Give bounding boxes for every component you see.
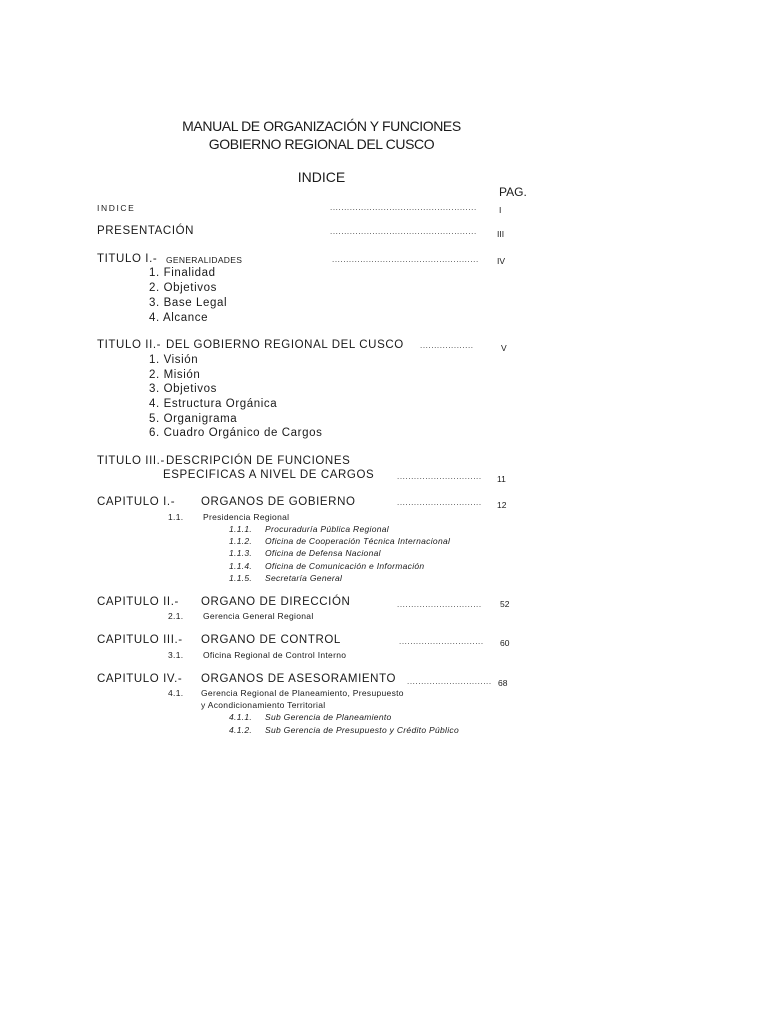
toc-subsub-number: 4.1.1. [229, 712, 253, 722]
toc-sub-item: Oficina Regional de Control Interno [203, 650, 347, 660]
toc-leader-dots: .............................. [397, 600, 482, 609]
toc-subsub-item: Secretaría General [265, 573, 343, 583]
toc-titulo-desc-cont: ESPECIFICAS A NIVEL DE CARGOS [163, 469, 375, 481]
toc-sub-item: Presidencia Regional [203, 512, 290, 522]
toc-list-item: 1. Finalidad [149, 267, 216, 279]
toc-subsub-item: Procuraduría Pública Regional [265, 524, 389, 534]
toc-subsub-number: 1.1.4. [229, 561, 253, 571]
toc-subsub-item: Oficina de Defensa Nacional [265, 548, 381, 558]
toc-sub-item: Gerencia General Regional [203, 611, 314, 621]
toc-capitulo-desc: ORGANO DE CONTROL [201, 634, 341, 646]
toc-leader-dots: ................... [420, 341, 474, 350]
toc-page-number: 68 [498, 678, 508, 688]
toc-leader-dots: .............................. [397, 472, 482, 481]
toc-page-number: 11 [497, 474, 506, 484]
toc-sub-item-cont: y Acondicionamiento Territorial [201, 700, 326, 710]
toc-subsub-number: 1.1.2. [229, 536, 253, 546]
toc-sub-item: Gerencia Regional de Planeamiento, Presupuesto [201, 688, 404, 698]
toc-titulo-desc: GENERALIDADES [166, 255, 243, 265]
toc-page-number: I [499, 205, 502, 215]
toc-page-number: III [497, 229, 505, 239]
toc-capitulo-label: CAPITULO I.- [97, 496, 176, 508]
toc-capitulo-desc: ORGANO DE DIRECCIÓN [201, 596, 351, 608]
toc-subsub-item: Sub Gerencia de Planeamiento [265, 712, 392, 722]
toc-subsub-item: Oficina de Comunicación e Información [265, 561, 425, 571]
toc-subsub-number: 1.1.5. [229, 573, 253, 583]
toc-leader-dots: .................................................... [330, 227, 477, 236]
toc-titulo-label: TITULO I.- [97, 253, 158, 265]
document-title: MANUAL DE ORGANIZACIÓN Y FUNCIONES [182, 118, 461, 134]
toc-titulo-label: TITULO II.- [97, 339, 162, 351]
toc-page-number: 60 [500, 638, 510, 648]
toc-sub-number: 4.1. [168, 688, 184, 698]
toc-capitulo-desc: ORGANOS DE GOBIERNO [201, 496, 356, 508]
toc-list-item: 4. Estructura Orgánica [149, 398, 278, 410]
toc-page-number: 52 [500, 599, 510, 609]
toc-subsub-number: 1.1.1. [229, 524, 253, 534]
toc-titulo-desc: DEL GOBIERNO REGIONAL DEL CUSCO [166, 339, 404, 351]
toc-list-item: 3. Base Legal [149, 297, 228, 309]
toc-leader-dots: .................................................... [332, 255, 479, 264]
toc-page-number: IV [497, 256, 506, 266]
toc-capitulo-label: CAPITULO IV.- [97, 673, 183, 685]
toc-subsub-number: 1.1.3. [229, 548, 253, 558]
toc-capitulo-label: CAPITULO III.- [97, 634, 183, 646]
toc-list-item: 2. Misión [149, 369, 201, 381]
toc-subsub-number: 4.1.2. [229, 725, 253, 735]
toc-leader-dots: .............................. [397, 498, 482, 507]
toc-leader-dots: .............................. [399, 637, 484, 646]
toc-list-item: 3. Objetivos [149, 383, 217, 395]
toc-entry-indice: INDICE [97, 203, 136, 213]
page-column-header: PAG. [499, 185, 527, 199]
toc-list-item: 5. Organigrama [149, 413, 238, 425]
toc-capitulo-desc: ORGANOS DE ASESORAMIENTO [201, 673, 397, 685]
toc-list-item: 1. Visión [149, 354, 199, 366]
toc-page-number: V [501, 343, 507, 353]
toc-list-item: 6. Cuadro Orgánico de Cargos [149, 427, 323, 439]
toc-list-item: 2. Objetivos [149, 282, 217, 294]
toc-list-item: 4. Alcance [149, 312, 209, 324]
index-heading: INDICE [297, 169, 346, 185]
toc-subsub-item: Oficina de Cooperación Técnica Internacional [265, 536, 451, 546]
toc-sub-number: 3.1. [168, 650, 184, 660]
document-subtitle: GOBIERNO REGIONAL DEL CUSCO [208, 136, 435, 152]
toc-entry-presentacion: PRESENTACIÓN [97, 225, 195, 237]
toc-sub-number: 1.1. [168, 512, 184, 522]
toc-leader-dots: .................................................... [330, 203, 477, 212]
toc-sub-number: 2.1. [168, 611, 184, 621]
toc-titulo-desc: DESCRIPCIÓN DE FUNCIONES [166, 455, 351, 467]
toc-leader-dots: .............................. [407, 677, 492, 686]
toc-capitulo-label: CAPITULO II.- [97, 596, 179, 608]
toc-page-number: 12 [497, 500, 507, 510]
toc-subsub-item: Sub Gerencia de Presupuesto y Crédito Público [265, 725, 459, 735]
toc-titulo-label: TITULO III.- [97, 455, 165, 467]
